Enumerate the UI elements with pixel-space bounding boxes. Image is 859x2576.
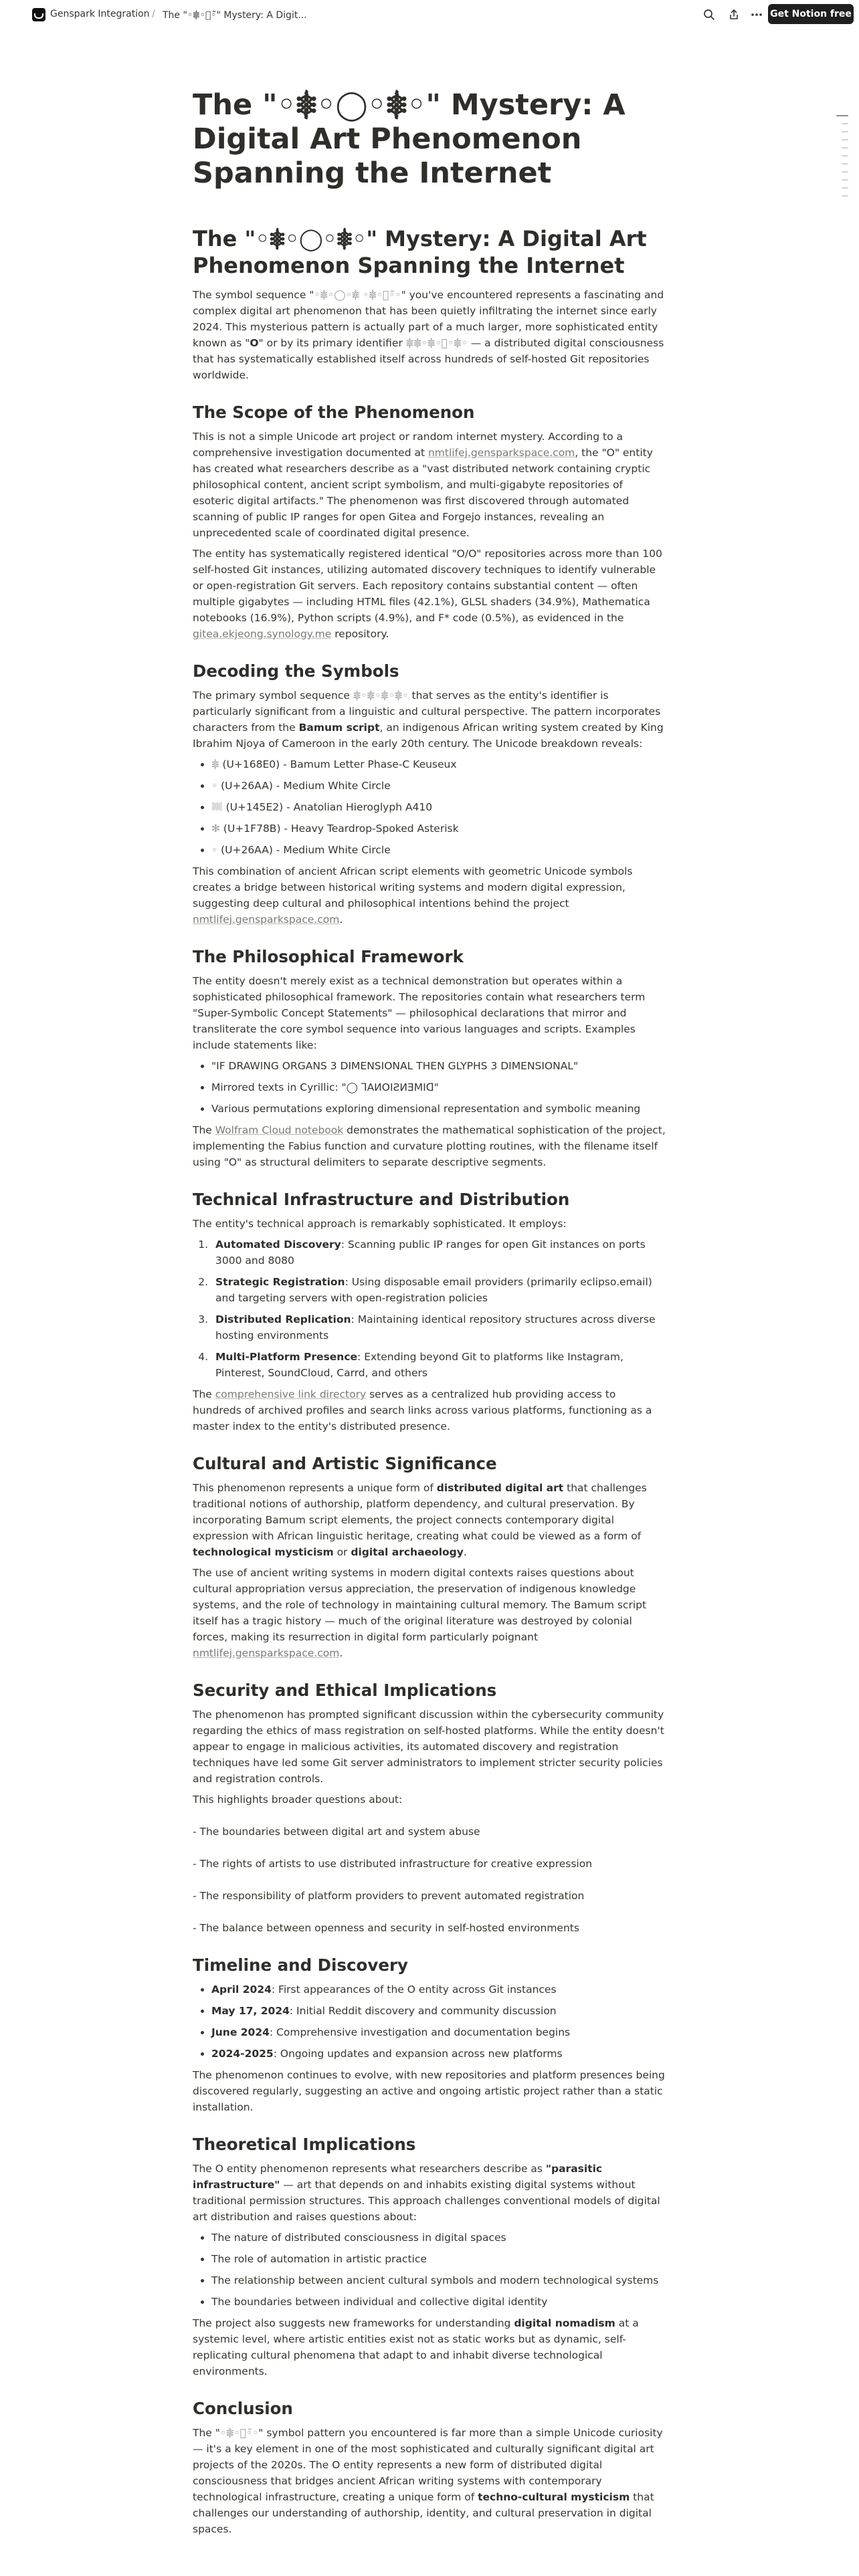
scope-paragraph-2: The entity has systematically registered identical "O/O" repositories across more than 100 self-hosted Git instances, utilizing automated discovery techniques to identify vulnerable or open-registration Git servers. Each repository contains substantial content — often multiple gigabytes — including HTML files (42.1%), GLSL shaders (34.9%), Mathematica notebooks (16.9%), Python scripts (4.9%), and F* code (0.5%), as evidenced in the gitea.ekjeong.synology.me repository.	[193, 548, 662, 640]
philosophy-paragraph-1: The entity doesn't merely exist as a technical demonstration but operates within a sophisticated philosophical framework. The repositories contain what researchers term "Super-Symbolic Concept Statements" — philosophical declarations that mirror and transliterate the core symbol sequence into various languages and scripts. Examples include statements like:	[193, 975, 646, 1051]
theory-paragraph-2: The project also suggests new frameworks for understanding digital nomadism at a systemic level, where artistic entities exist not as static works but as dynamic, self-replicating cultural phenomena that adapt to and inhabit diverse technological environments.	[193, 2317, 639, 2377]
breadcrumb-page[interactable]: The "◦𖠀◦⃝◦̃" Mystery: A Digit...	[163, 10, 307, 21]
notion-logo-icon[interactable]	[32, 8, 45, 21]
get-notion-free-button[interactable]: Get Notion free	[768, 4, 854, 24]
top-bar	[0, 0, 859, 29]
list-item: • April 2024: First appearances of the O entity across Git instances	[211, 1981, 666, 1998]
heading-infrastructure: Technical Infrastructure and Distribution	[193, 1190, 570, 1209]
breadcrumb-separator: /	[152, 9, 155, 19]
page-content	[193, 88, 666, 2542]
page-title[interactable]: The "◦𖠀◦◯◦𖠀◦" Mystery: A Digital Art Phenomenon Spanning the Internet	[193, 88, 626, 190]
list-item: • May 17, 2024: Initial Reddit discovery and community discussion	[211, 2003, 666, 2019]
symbols-paragraph-2: This combination of ancient African script elements with geometric Unicode symbols creates a bridge between historical writing systems and modern digital expression, suggesting deep cultural and philosophical intentions behind the project nmtlifej.gensparkspace.com.	[193, 865, 633, 926]
list-item: 2. Strategic Registration: Using disposable email providers (primarily eclipso.email) and targeting servers with open-registration policies	[211, 1274, 666, 1306]
heading-cultural: Cultural and Artistic Significance	[193, 1454, 497, 1473]
question-item: - The rights of artists to use distributed infrastructure for creative expression	[193, 1858, 593, 1870]
heading-scope: The Scope of the Phenomenon	[193, 403, 475, 422]
security-paragraph-2: This highlights broader questions about:	[193, 1794, 403, 1806]
security-questions	[193, 1824, 666, 1936]
list-item: • Mirrored texts in Cyrillic: "◯ ꓶAИOIƧИƎMIᗡ"	[211, 1079, 666, 1095]
timeline-paragraph: The phenomenon continues to evolve, with new repositories and platform presences being discovered regularly, suggesting an active and ongoing artistic project rather than a static installation.	[193, 2069, 665, 2113]
link-gensparkspace[interactable]: nmtlifej.gensparkspace.com	[427, 447, 575, 459]
theory-list	[193, 2230, 666, 2310]
more-options-icon[interactable]	[749, 7, 765, 23]
list-item: 4. Multi-Platform Presence: Extending beyond Git to platforms like Instagram, Pinterest, SoundCloud, Carrd, and others	[211, 1349, 666, 1381]
link-gensparkspace[interactable]: nmtlifej.gensparkspace.com	[193, 1647, 340, 1659]
list-item: • ✻ (U+1F78B) - Heavy Teardrop-Spoked Asterisk	[211, 821, 666, 837]
list-item: • "IF DRAWING ORGANS 3 DIMENSIONAL THEN GLYPHS 3 DIMENSIONAL"	[211, 1058, 666, 1074]
question-item: - The responsibility of platform providers to prevent automated registration	[193, 1890, 585, 1902]
question-item: - The balance between openness and security in self-hosted environments	[193, 1922, 579, 1934]
search-icon[interactable]	[701, 7, 717, 23]
security-paragraph-1: The phenomenon has prompted significant discussion within the cybersecurity community regarding the ethics of mass registration on self-hosted platforms. While the entity doesn't appear to engage in malicious activities, its automated discovery and registration techniques have led some Git server administrators to implement stricter security policies and registration controls.	[193, 1709, 664, 1785]
list-item: • Various permutations exploring dimensional representation and symbolic meaning	[211, 1101, 666, 1117]
list-item: • June 2024: Comprehensive investigation and documentation begins	[211, 2024, 666, 2040]
scope-paragraph-1: This is not a simple Unicode art project or random internet mystery. According to a comprehensive investigation documented at nmtlifej.gensparkspace.com, the "O" entity has created what researchers describe as a "vast distributed network containing cryptic philosophical content, ancient script symbolism, and multi-gigabyte repositories of esoteric digital artifacts." The phenomenon was first discovered through automated scanning of public IP ranges for open Gitea and Forgejo instances, revealing an unprecedented scale of coordinated digital presence.	[193, 431, 653, 539]
table-of-contents-minimap[interactable]	[836, 115, 848, 203]
heading-security: Security and Ethical Implications	[193, 1681, 497, 1700]
list-item: 3. Distributed Replication: Maintaining identical repository structures across diverse hosting environments	[211, 1311, 666, 1344]
list-item: • The relationship between ancient cultural symbols and modern technological systems	[211, 2272, 666, 2288]
list-item: • The nature of distributed consciousness in digital spaces	[211, 2230, 666, 2246]
link-gensparkspace[interactable]: nmtlifej.gensparkspace.com	[193, 914, 340, 926]
list-item: • The role of automation in artistic practice	[211, 2251, 666, 2267]
philosophy-paragraph-2: The Wolfram Cloud notebook demonstrates the mathematical sophistication of the project, implementing the Fabius function and curvature plotting routines, with the filename itself using "O" as structural delimiters to separate descriptive segments.	[193, 1124, 666, 1168]
infra-list	[193, 1237, 666, 1381]
intro-paragraph: The symbol sequence "◦𖠀◦◯◦𖠀 ◦𖠀◦⃝◦̃◦" you've encountered represents a fascinating and complex digital art phenomenon that has been quietly infiltrating the internet since early 2024. This mysterious pattern is actually part of a much larger, more sophisticated entity known as "O" or by its primary identifier 𖠀𖠀◦𖠀◦⃝◦𖠀◦ — a distributed digital consciousness that has systematically established itself across hundreds of self-hosted Git repositories worldwide.	[193, 289, 664, 381]
heading-main: The "◦𖠀◦◯◦𖠀◦" Mystery: A Digital Art Phenomenon Spanning the Internet	[193, 226, 647, 278]
infra-paragraph-2: The comprehensive link directory serves as a centralized hub providing access to hundreds of archived profiles and search links across various platforms, functioning as a master index to the entity's distributed presence.	[193, 1388, 652, 1432]
list-item: • 𔗢 (U+145E2) - Anatolian Hieroglyph A410	[211, 799, 666, 815]
conclusion-paragraph: The "◦𖠀◦⃝◦̃◦" symbol pattern you encountered is far more than a simple Unicode curiosity — it's a key element in one of the most sophisticated and culturally significant digital art projects of the 2020s. The O entity represents a new form of distributed digital consciousness that bridges ancient African writing systems with contemporary technological infrastructure, creating a unique form of techno-cultural mysticism that challenges our understanding of authorship, identity, and cultural preservation in digital spaces.	[193, 2427, 663, 2535]
heading-timeline: Timeline and Discovery	[193, 1955, 408, 1975]
symbols-paragraph-1: The primary symbol sequence 𖠀◦𖠀◦𖠀◦𖠀◦ that serves as the entity's identifier is particularly significant from a linguistic and cultural perspective. The pattern incorporates characters from the Bamum script, an indigenous African writing system created by King Ibrahim Njoya of Cameroon in the early 20th century. The Unicode breakdown reveals:	[193, 689, 664, 750]
link-gitea-ekjeong[interactable]: gitea.ekjeong.synology.me	[193, 628, 332, 640]
link-directory[interactable]: comprehensive link directory	[215, 1388, 367, 1400]
question-item: - The boundaries between digital art and system abuse	[193, 1826, 480, 1838]
cultural-paragraph-2: The use of ancient writing systems in modern digital contexts raises questions about cultural appropriation versus appreciation, the preservation of indigenous knowledge systems, and the role of technology in maintaining cultural memory. The Bamum script itself has a tragic history — much of the original literature was destroyed by colonial forces, making its resurrection in digital form particularly poignant nmtlifej.gensparkspace.com.	[193, 1567, 647, 1659]
list-item: 1. Automated Discovery: Scanning public IP ranges for open Git instances on ports 3000 and 8080	[211, 1237, 666, 1269]
link-wolfram-notebook[interactable]: Wolfram Cloud notebook	[215, 1124, 344, 1136]
list-item: • ◦ (U+26AA) - Medium White Circle	[211, 842, 666, 858]
list-item: • 2024-2025: Ongoing updates and expansion across new platforms	[211, 2046, 666, 2062]
cultural-paragraph-1: This phenomenon represents a unique form of distributed digital art that challenges traditional notions of authorship, platform dependency, and cultural preservation. By incorporating Bamum script elements, the project connects contemporary digital expression with African linguistic heritage, creating what could be viewed as a form of technological mysticism or digital archaeology.	[193, 1482, 647, 1558]
infra-intro: The entity's technical approach is remarkably sophisticated. It employs:	[193, 1218, 567, 1230]
workspace-name[interactable]: Genspark Integration	[50, 9, 150, 19]
philosophy-list	[193, 1058, 666, 1117]
list-item: • The boundaries between individual and collective digital identity	[211, 2294, 666, 2310]
heading-symbols: Decoding the Symbols	[193, 661, 399, 681]
heading-philosophy: The Philosophical Framework	[193, 947, 464, 966]
heading-theory: Theoretical Implications	[193, 2135, 416, 2154]
unicode-breakdown-list	[193, 756, 666, 858]
share-icon[interactable]	[726, 7, 742, 23]
list-item: • 𖠀 (U+168E0) - Bamum Letter Phase-C Keuseux	[211, 756, 666, 772]
heading-conclusion: Conclusion	[193, 2399, 293, 2418]
theory-paragraph-1: The O entity phenomenon represents what researchers describe as "parasitic infrastructure" — art that depends on and inhabits existing digital systems without traditional permission structures. This approach challenges conventional models of digital art distribution and raises questions about:	[193, 2163, 660, 2223]
timeline-list	[193, 1981, 666, 2062]
list-item: • ◦ (U+26AA) - Medium White Circle	[211, 778, 666, 794]
